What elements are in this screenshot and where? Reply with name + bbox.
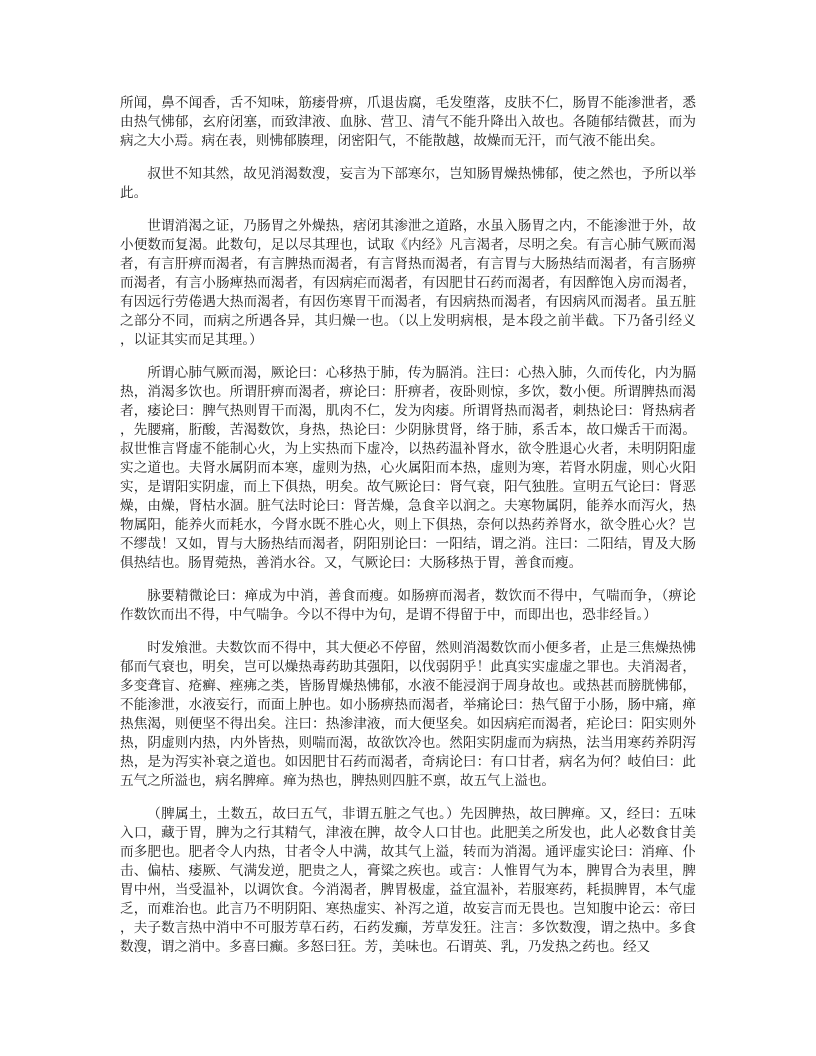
- paragraph-4: 所谓心肺气厥而渴，厥论曰：心移热于肺，传为膈消。注曰：心热入肺，久而传化，内为膈热，消渴多饮也。所谓肝痹而渴者，痹论曰：肝痹者，夜卧则惊，多饮，数小便。所谓脾热而渴者，痿论曰：脾气热则胃干而渴，肌肉不仁，发为肉痿。所谓肾热而渴者，刺热论曰：肾热病者，先腰痛，胻酸，苦渴数饮，身热，热论曰：少阴脉贯肾，络于肺，系舌本，故口燥舌干而渴。叔世惟言肾虚不能制心火，为上实热而下虚冷，以热药温补肾水，欲令胜退心火者，未明阴阳虚实之道也。夫肾水属阴而本寒，虚则为热，心火属阳而本热，虚则为寒，若肾水阴虚，则心火阳实，是谓阳实阴虚，而上下俱热，明矣。故气厥论曰：肾气衰，阳气独胜。宣明五气论曰：肾恶燥，由燥，肾枯水涸。脏气法时论曰：肾苦燥，急食辛以润之。夫寒物属阴，能养水而泻火，热物属阳，能养火而耗水，今肾水既不胜心火，则上下俱热，奈何以热药养肾水，欲令胜心火？岂不缪哉！又如，胃与大肠热结而渴者，阴阳别论曰：一阳结，谓之消。注曰：二阳结，胃及大肠俱热结也。肠胃菀热，善消水谷。又，气厥论曰：大肠移热于胃，善食而瘦。: [120, 365, 696, 571]
- paragraph-2: 叔世不知其然，故见消渴数溲，妄言为下部寒尔，岂知肠胃燥热怫郁，使之然也，予所以举此。: [120, 166, 696, 201]
- paragraph-5: 脉要精微论曰：瘅成为中消，善食而瘦。如肠痹而渴者，数饮而不得中，气喘而争，（痹论作数饮而出不得，中气喘争。今以不得中为句，是谓不得留于中，而即出也，恐非经旨。）: [120, 588, 696, 623]
- document-page: [120, 94, 696, 971]
- paragraph-6: 时发飧泄。夫数饮而不得中，其大便必不停留，然则消渴数饮而小便多者，止是三焦燥热怫郁而气衰也，明矣，岂可以燥热毒药助其强阳，以伐弱阴乎！此真实实虚虚之罪也。夫消渴者，多变聋盲、疮癣、痤疿之类，皆肠胃燥热怫郁，水液不能浸润于周身故也。或热甚而膀胱怫郁，不能渗泄，水液妄行，而面上肿也。如小肠痹热而渴者，举痛论曰：热气留于小肠，肠中痛，瘅热焦渴，则便坚不得出矣。注曰：热渗津液，而大便坚矣。如因病疟而渴者，疟论曰：阳实则外热，阴虚则内热，内外皆热，则喘而渴，故欲饮冷也。然阳实阴虚而为病热，法当用寒药养阴泻热，是为泻实补衰之道也。如因肥甘石药而渴者，奇病论曰：有口甘者，病名为何？岐伯曰：此五气之所溢也，病名脾瘅。瘅为热也，脾热则四脏不禀，故五气上溢也。: [120, 640, 696, 789]
- paragraph-1: 所闻，鼻不闻香，舌不知味，筋痿骨痹，爪退齿腐，毛发堕落，皮肤不仁，肠胃不能渗泄者，悉由热气怫郁，玄府闭塞，而致津液、血脉、营卫、清气不能升降出入故也。各随郁结微甚，而为病之大小焉。病在表，则怫郁腠理，闭密阳气，不能散越，故燥而无汗，而气液不能出矣。: [120, 95, 696, 149]
- paragraph-7: （脾属土，土数五，故曰五气，非谓五脏之气也。）先因脾热，故曰脾瘅。又，经曰：五味入口，藏于胃，脾为之行其精气，津液在脾，故令人口甘也。此肥美之所发也，此人必数食甘美而多肥也。肥者令人内热，甘者令人中满，故其气上溢，转而为消渴。通评虚实论曰：消瘅、仆击、偏枯、痿厥、气满发逆，肥贵之人，膏粱之疾也。或言：人惟胃气为本，脾胃合为表里，脾胃中州，当受温补，以调饮食。今消渴者，脾胃极虚，益宜温补，若服寒药，耗损脾胃，本气虚乏，而难治也。此言乃不明阴阳、寒热虚实、补泻之道，故妄言而无畏也。岂知腹中论云：帝曰，夫子数言热中消中不可服芳草石药，石药发癫，芳草发狂。注言：多饮数溲，谓之热中。多食数溲，谓之消中。多喜曰癫。多怒曰狂。芳，美味也。石谓英、乳，乃发热之药也。经又: [120, 806, 696, 955]
- paragraph-3: 世谓消渴之证，乃肠胃之外燥热，痞闭其渗泄之道路，水虽入肠胃之内，不能渗泄于外，故小便数而复渴。此数句，足以尽其理也，试取《内经》凡言渴者，尽明之矣。有言心肺气厥而渴者，有言肝痹而渴者，有言脾热而渴者，有言肾热而渴者，有言胃与大肠热结而渴者，有言肠痹而渴者，有言小肠痺热而渴者，有因病疟而渴者，有因肥甘石药而渴者，有因醉饱入房而渴者，有因远行劳倦遇大热而渴者，有因伤寒胃干而渴者，有因病热而渴者，有因病风而渴者。虽五脏之部分不同，而病之所遇各异，其归燥一也。（以上发明病根，是本段之前半截。下乃备引经义，以证其实而足其理。）: [120, 218, 696, 348]
